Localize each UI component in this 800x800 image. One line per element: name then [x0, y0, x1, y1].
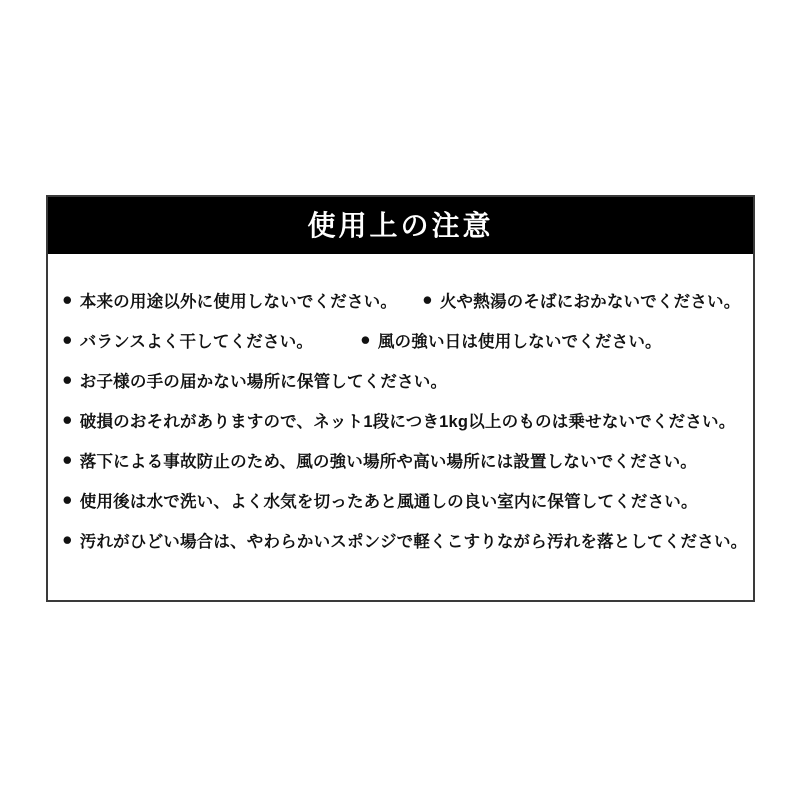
notice-item — [360, 328, 662, 352]
bullet-icon: ● — [62, 369, 73, 390]
notice-item — [62, 488, 698, 512]
bullet-icon: ● — [62, 289, 73, 310]
notice-item — [62, 528, 747, 552]
bullet-icon: ● — [360, 329, 371, 350]
notice-text: 破損のおそれがありますので、ネット1段につき1kg以上のものは乗せないでください。 — [79, 413, 736, 431]
bullet-icon: ● — [422, 289, 433, 310]
notice-text: 火や熱湯のそばにおかないでください。 — [439, 293, 741, 311]
notice-line — [62, 320, 739, 360]
notice-item — [62, 408, 735, 432]
notice-body — [48, 254, 753, 560]
notice-text: 汚れがひどい場合は、やわらかいスポンジで軽くこすりながら汚れを落としてください。 — [79, 533, 748, 551]
notice-line — [62, 520, 748, 560]
notice-line — [62, 400, 739, 440]
notice-title: 使用上の注意 — [307, 209, 494, 241]
notice-title-bar — [48, 197, 753, 254]
notice-line — [62, 480, 739, 520]
notice-panel — [46, 195, 755, 602]
notice-line — [62, 280, 739, 320]
bullet-icon: ● — [62, 449, 73, 470]
bullet-icon: ● — [62, 409, 73, 430]
notice-item — [62, 288, 397, 312]
bullet-icon: ● — [62, 489, 73, 510]
notice-item — [62, 328, 313, 352]
notice-text: 落下による事故防止のため、風の強い場所や高い場所には設置しないでください。 — [79, 453, 698, 471]
notice-line — [62, 360, 739, 400]
notice-text: バランスよく干してください。 — [79, 333, 314, 351]
notice-item — [62, 368, 447, 392]
notice-text: お子様の手の届かない場所に保管してください。 — [79, 373, 448, 391]
notice-item — [422, 288, 740, 312]
notice-line — [62, 440, 739, 480]
notice-text: 使用後は水で洗い、よく水気を切ったあと風通しの良い室内に保管してください。 — [79, 493, 698, 511]
bullet-icon: ● — [62, 329, 73, 350]
notice-text: 本来の用途以外に使用しないでください。 — [79, 293, 398, 311]
notice-text: 風の強い日は使用しないでください。 — [377, 333, 662, 351]
bullet-icon: ● — [62, 529, 73, 550]
notice-item — [62, 448, 697, 472]
